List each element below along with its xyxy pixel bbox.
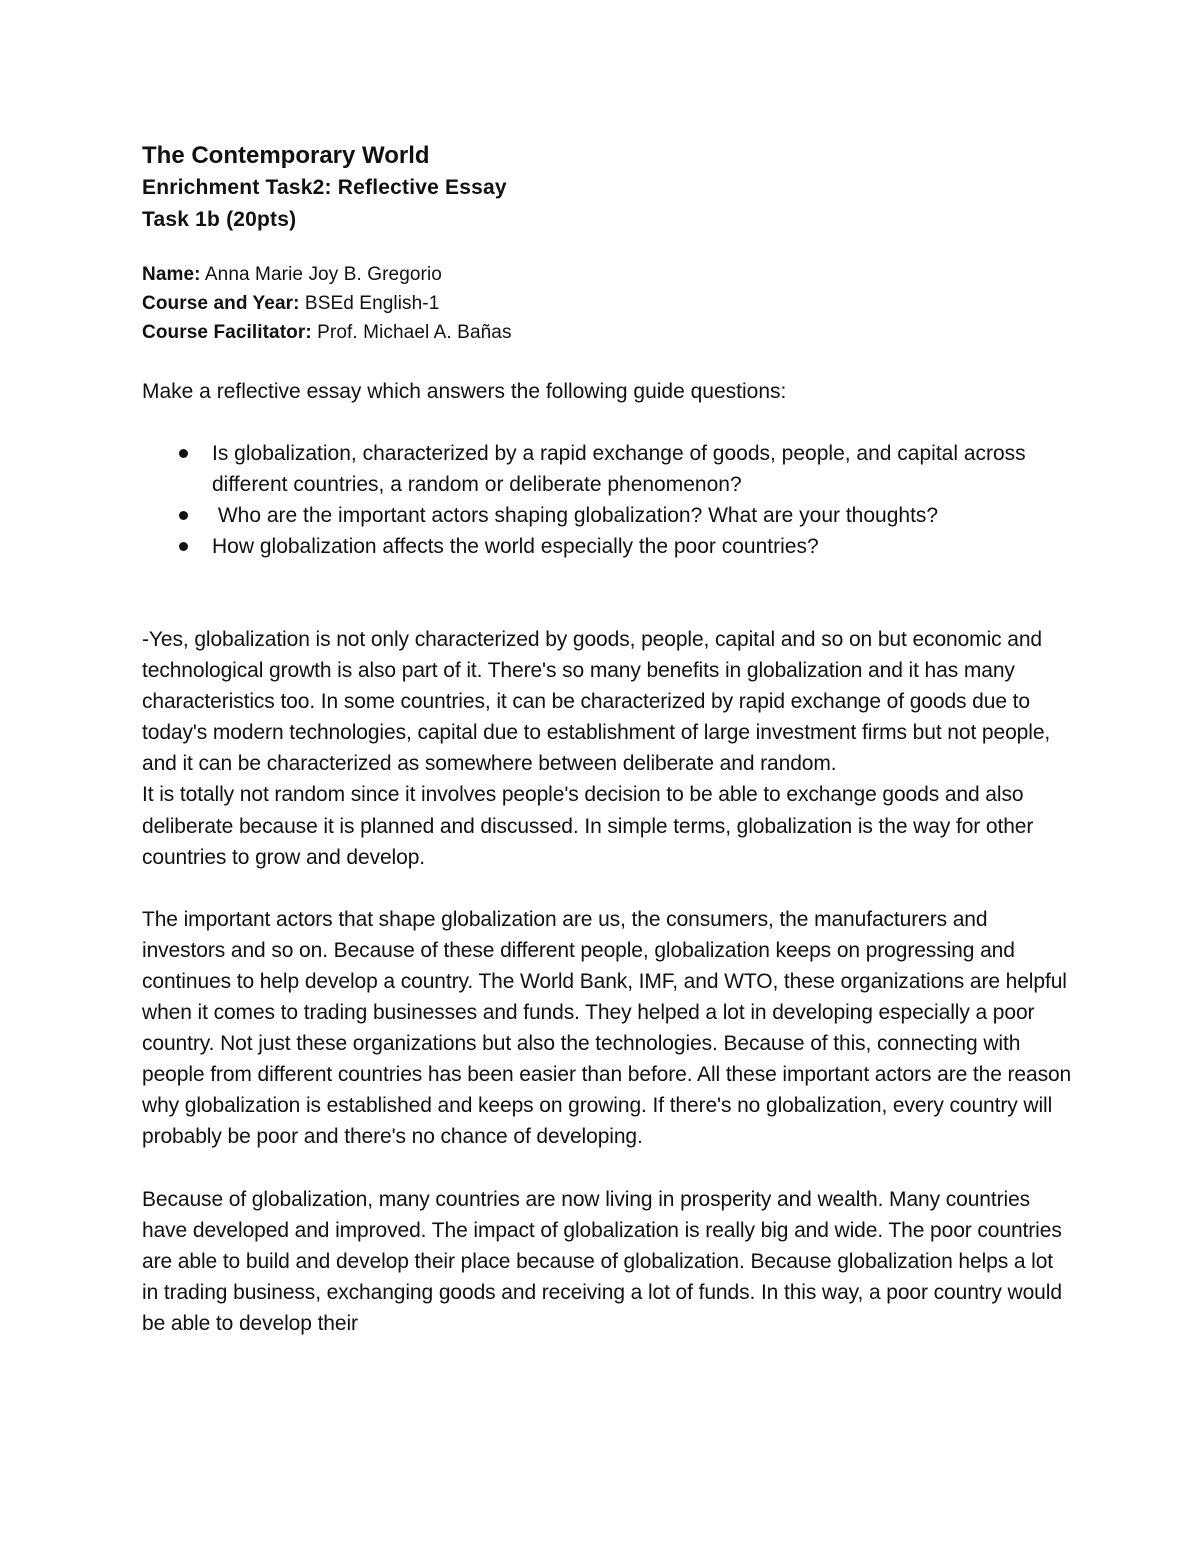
- paragraph-spacer: [142, 1153, 1072, 1184]
- course-line: [142, 289, 1072, 318]
- facilitator-label: Course Facilitator:: [142, 322, 312, 343]
- document-subtitle: Enrichment Task2: Reflective Essay: [142, 176, 507, 199]
- essay-body: [142, 624, 1072, 1339]
- facilitator-value: Prof. Michael A. Bañas: [311, 322, 512, 343]
- question-text: Is globalization, characterized by a rapid exchange of goods, people, and capital across different countries, a random or deliberate phenomenon?: [212, 442, 1026, 496]
- essay-paragraph-1: -Yes, globalization is not only characterized by goods, people, capital and so on but economic and technological growth is also part of it. There's so many benefits in globalization and it has many characteristics too. In some countries, it can be characterized by rapid exchange of goods due to today's modern technologies, capital due to establishment of large investment firms but not people, and it can be characterized as somewhere between deliberate and random.: [142, 628, 1051, 776]
- essay-paragraph-3: The important actors that shape globalization are us, the consumers, the manufacturers and investors and so on. Because of these different people, globalization keeps on progressing and continues to help develop a country. The World Bank, IMF, and WTO, these organizations are helpful when it comes to trading businesses and funds. They helped a lot in developing especially a poor country. Not just these organizations but also the technologies. Because of this, connecting with people from different countries has been easier than before. All these important actors are the reason why globalization is established and keeps on growing. If there's no globalization, every country will probably be poor and there's no chance of developing.: [142, 907, 1072, 1149]
- name-value: Anna Marie Joy B. Gregorio: [200, 264, 442, 285]
- student-info: [142, 260, 1072, 347]
- facilitator-line: [142, 318, 1072, 347]
- document-title: The Contemporary World: [142, 142, 430, 169]
- question-text: How globalization affects the world especially the poor countries?: [212, 535, 819, 558]
- course-label: Course and Year:: [142, 293, 300, 314]
- paragraph-spacer: [142, 873, 1072, 904]
- question-item: [212, 438, 1072, 500]
- question-item: [212, 500, 1072, 531]
- name-line: [142, 260, 1072, 289]
- essay-paragraph-4: Because of globalization, many countries are now living in prosperity and wealth. Many countries have developed and improved. The impact of globalization is really big and wide. The poor countries are able to build and develop their place because of globalization. Because globalization helps a lot in trading business, exchanging goods and receiving a lot of funds. In this way, a poor country would be able to develop their: [142, 1187, 1062, 1335]
- bullet-icon: [179, 449, 188, 458]
- guide-questions: [142, 438, 1072, 562]
- essay-paragraph-2: It is totally not random since it involves people's decision to be able to exchange goods and also deliberate because it is planned and discussed. In simple terms, globalization is the way for other countries to grow and develop.: [142, 783, 1034, 869]
- question-text: Who are the important actors shaping globalization? What are your thoughts?: [212, 504, 939, 527]
- name-label: Name:: [142, 264, 201, 285]
- instructions: Make a reflective essay which answers the following guide questions:: [142, 380, 787, 403]
- bullet-icon: [179, 542, 188, 551]
- question-item: [212, 531, 1072, 562]
- document-page: [142, 140, 1072, 1339]
- bullet-icon: [179, 511, 188, 520]
- task-label: Task 1b (20pts): [142, 208, 297, 231]
- course-value: BSEd English-1: [299, 293, 440, 314]
